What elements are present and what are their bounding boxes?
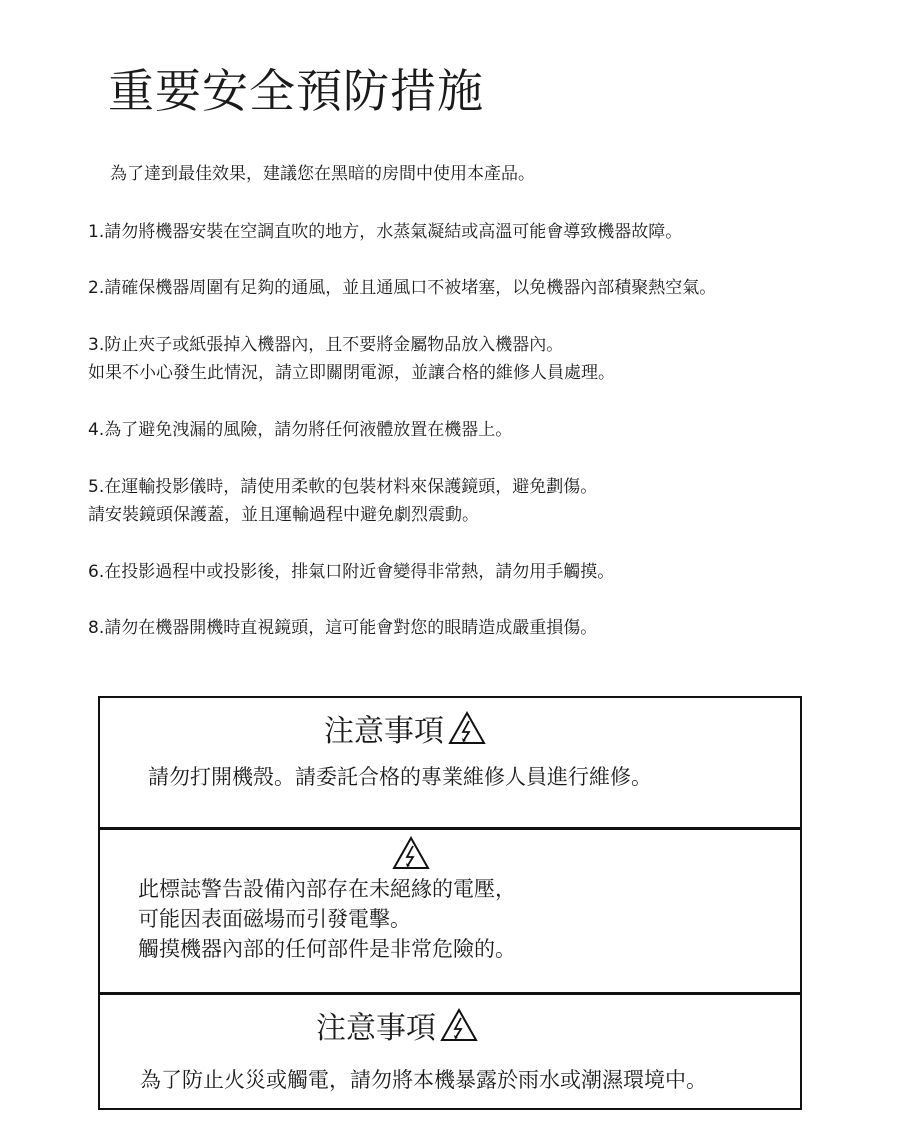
caution-text: 請勿打開機殼。請委託合格的專業維修人員進行維修。 xyxy=(148,765,652,789)
precaution-line: 1.請勿將機器安裝在空調直吹的地方，水蒸氣凝結或高溫可能會導致機器故障。 xyxy=(88,222,683,242)
caution-heading-text: 注意事項 xyxy=(316,1011,436,1046)
precaution-line: 6.在投影過程中或投影後，排氣口附近會變得非常熱，請勿用手觸摸。 xyxy=(88,562,615,582)
precaution-item xyxy=(88,218,682,246)
precaution-line: 5.在運輸投影儀時，請使用柔軟的包裝材料來保護鏡頭，避免劃傷。 xyxy=(88,477,598,497)
voltage-warning-box xyxy=(98,828,802,994)
warning-line: 觸摸機器內部的任何部件是非常危險的。 xyxy=(138,937,516,961)
precaution-line: 4.為了避免洩漏的風險，請勿將任何液體放置在機器上。 xyxy=(88,420,513,440)
caution-heading xyxy=(324,706,486,750)
page-title: 重要安全預防措施 xyxy=(108,64,484,118)
warning-line: 此標誌警告設備內部存在未絕緣的電壓， xyxy=(138,877,516,901)
caution-text: 為了防止火災或觸電，請勿將本機暴露於雨水或潮濕環境中。 xyxy=(140,1068,707,1092)
precaution-item xyxy=(88,274,716,302)
precaution-line: 3.防止夾子或紙張掉入機器內，且不要將金屬物品放入機器內。 xyxy=(88,335,564,355)
caution-box-service xyxy=(98,696,802,829)
voltage-warning-text xyxy=(138,874,516,964)
precaution-line: 8.請勿在機器開機時直視鏡頭，這可能會對您的眼睛造成嚴重損傷。 xyxy=(88,618,598,638)
warning-line: 可能因表面磁場而引發電擊。 xyxy=(138,907,411,931)
high-voltage-warning-icon xyxy=(440,1008,478,1042)
intro-text: 為了達到最佳效果，建議您在黑暗的房間中使用本產品。 xyxy=(110,164,535,184)
caution-heading-text: 注意事項 xyxy=(324,714,444,749)
precaution-item xyxy=(88,558,614,586)
precaution-line: 2.請確保機器周圍有足夠的通風，並且通風口不被堵塞，以免機器內部積聚熱空氣。 xyxy=(88,278,717,298)
caution-heading xyxy=(316,1003,478,1047)
precaution-line: 請安裝鏡頭保護蓋，並且運輸過程中避免劇烈震動。 xyxy=(88,505,479,525)
precaution-item xyxy=(88,473,597,529)
caution-box-moisture xyxy=(98,993,802,1110)
high-voltage-warning-icon xyxy=(448,711,486,745)
precaution-item xyxy=(88,416,512,444)
precaution-line: 如果不小心發生此情況，請立即關閉電源，並讓合格的維修人員處理。 xyxy=(88,363,615,383)
precaution-item xyxy=(88,331,615,387)
precaution-item xyxy=(88,614,597,642)
high-voltage-warning-icon xyxy=(392,836,430,870)
